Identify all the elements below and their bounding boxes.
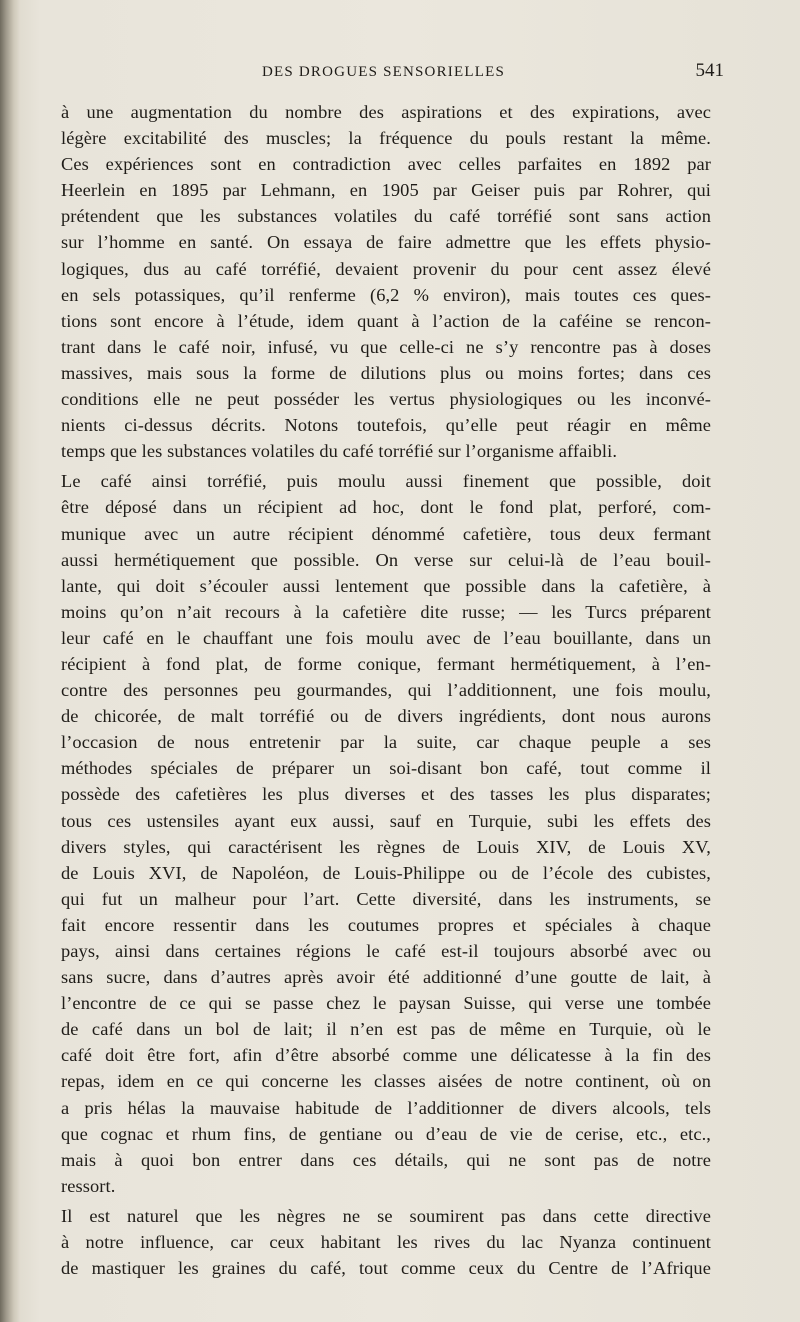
text-line: de Louis XVI, de Napoléon, de Louis-Philippe ou de l’école des cubistes, [61, 862, 711, 883]
text-line: l’encontre de ce qui se passe chez le paysan Suisse, qui verse une tombée [61, 993, 711, 1014]
text-line: aussi hermétiquement que possible. On verse sur celui-là de l’eau bouil- [61, 549, 711, 570]
text-line: leur café en le chauffant une fois moulu avec de l’eau bouillante, dans un [61, 627, 711, 648]
text-line: temps que les substances volatiles du café torréfié sur l’organisme affaibli. [61, 441, 618, 462]
text-line: prétendent que les substances volatiles du café torréfié sont sans action [61, 206, 711, 227]
text-line: tions sont encore à l’étude, idem quant à l’action de la caféine se rencon- [61, 310, 711, 331]
text-line: fait encore ressentir dans les coutumes propres et spéciales à chaque [61, 914, 711, 935]
text-line: massives, mais sous la forme de dilutions plus ou moins fortes; dans ces [61, 362, 711, 383]
text-line: moins qu’on n’ait recours à la cafetière dite russe; — les Turcs préparent [61, 601, 711, 622]
text-line: l’occasion de nous entretenir par la suite, car chaque peuple a ses [61, 732, 711, 753]
body-text [61, 99, 711, 1281]
text-line: lante, qui doit s’écouler aussi lentement que possible dans la cafetière, à [61, 575, 711, 596]
running-head [62, 60, 724, 86]
text-line: que cognac et rhum fins, de gentiane ou d’eau de vie de cerise, etc., etc., [61, 1123, 711, 1144]
text-line: repas, idem en ce qui concerne les classes aisées de notre continent, où on [61, 1071, 711, 1092]
text-line: récipient à fond plat, de forme conique, fermant hermétiquement, à l’en- [61, 653, 711, 674]
binding-shadow [0, 0, 20, 1322]
text-line: pays, ainsi dans certaines régions le café est-il toujours absorbé avec ou [61, 941, 711, 961]
text-line: Ces expériences sont en contradiction avec celles parfaites en 1892 par [61, 154, 711, 175]
text-line: Il est naturel que les nègres ne se soumirent pas dans cette directive [61, 1205, 711, 1226]
text-line: a pris hélas la mauvaise habitude de l’additionner de divers alcools, tels [61, 1097, 711, 1118]
text-line: tous ces ustensiles ayant eux aussi, sauf en Turquie, subi les effets des [61, 810, 711, 831]
text-line: à notre influence, car ceux habitant les rives du lac Nyanza continuent [61, 1232, 711, 1253]
text-line: possède des cafetières les plus diverses et des tasses les plus disparates; [61, 784, 711, 805]
text-line: à une augmentation du nombre des aspirations et des expirations, avec [61, 102, 711, 122]
text-line: de mastiquer les graines du café, tout comme ceux du Centre de l’Afrique [61, 1258, 711, 1279]
text-line: méthodes spéciales de préparer un soi-disant bon café, tout comme il [61, 758, 711, 779]
text-line: en sels potassiques, qu’il renferme (6,2 % environ), mais toutes ces ques- [61, 284, 711, 305]
text-line: légère excitabilité des muscles; la fréquence du pouls restant la même. [61, 128, 711, 149]
text-line: sur l’homme en santé. On essaya de faire admettre que les effets physio- [61, 232, 711, 253]
text-line: ressort. [61, 1175, 116, 1196]
text-line: de café dans un bol de lait; il n’en est pas de même en Turquie, où le [61, 1019, 711, 1040]
text-line: trant dans le café noir, infusé, vu que celle-ci ne s’y rencontre pas à doses [61, 336, 711, 357]
text-line: sans sucre, dans d’autres après avoir été additionné d’une goutte de lait, à [61, 967, 711, 988]
text-line: logiques, dus au café torréfié, devaient provenir du pour cent assez élevé [61, 258, 711, 279]
text-line: Heerlein en 1895 par Lehmann, en 1905 par Geiser puis par Rohrer, qui [61, 180, 711, 201]
running-title: DES DROGUES SENSORIELLES [262, 64, 505, 80]
text-line: contre des personnes peu gourmandes, qui l’additionnent, une fois moulu, [61, 680, 711, 701]
text-line: munique avec un autre récipient dénommé cafetière, tous deux fermant [61, 523, 711, 544]
page-number: 541 [695, 60, 724, 81]
text-line: mais à quoi bon entrer dans ces détails, qui ne sont pas de notre [61, 1149, 711, 1170]
text-line: qui fut un malheur pour l’art. Cette diversité, dans les instruments, se [61, 888, 711, 909]
text-line: Le café ainsi torréfié, puis moulu aussi finement que possible, doit [61, 471, 711, 492]
text-line: être déposé dans un récipient ad hoc, dont le fond plat, perforé, com- [61, 497, 711, 518]
text-line: divers styles, qui caractérisent les règnes de Louis XIV, de Louis XV, [61, 836, 711, 857]
text-line: de chicorée, de malt torréfié ou de divers ingrédients, dont nous aurons [61, 706, 711, 727]
text-line: café doit être fort, afin d’être absorbé comme une délicatesse à la fin des [61, 1045, 711, 1066]
text-line: nients ci-dessus décrits. Notons toutefois, qu’elle peut réagir en même [61, 415, 711, 436]
text-line: conditions elle ne peut posséder les vertus physiologiques ou les inconvé- [61, 389, 711, 410]
